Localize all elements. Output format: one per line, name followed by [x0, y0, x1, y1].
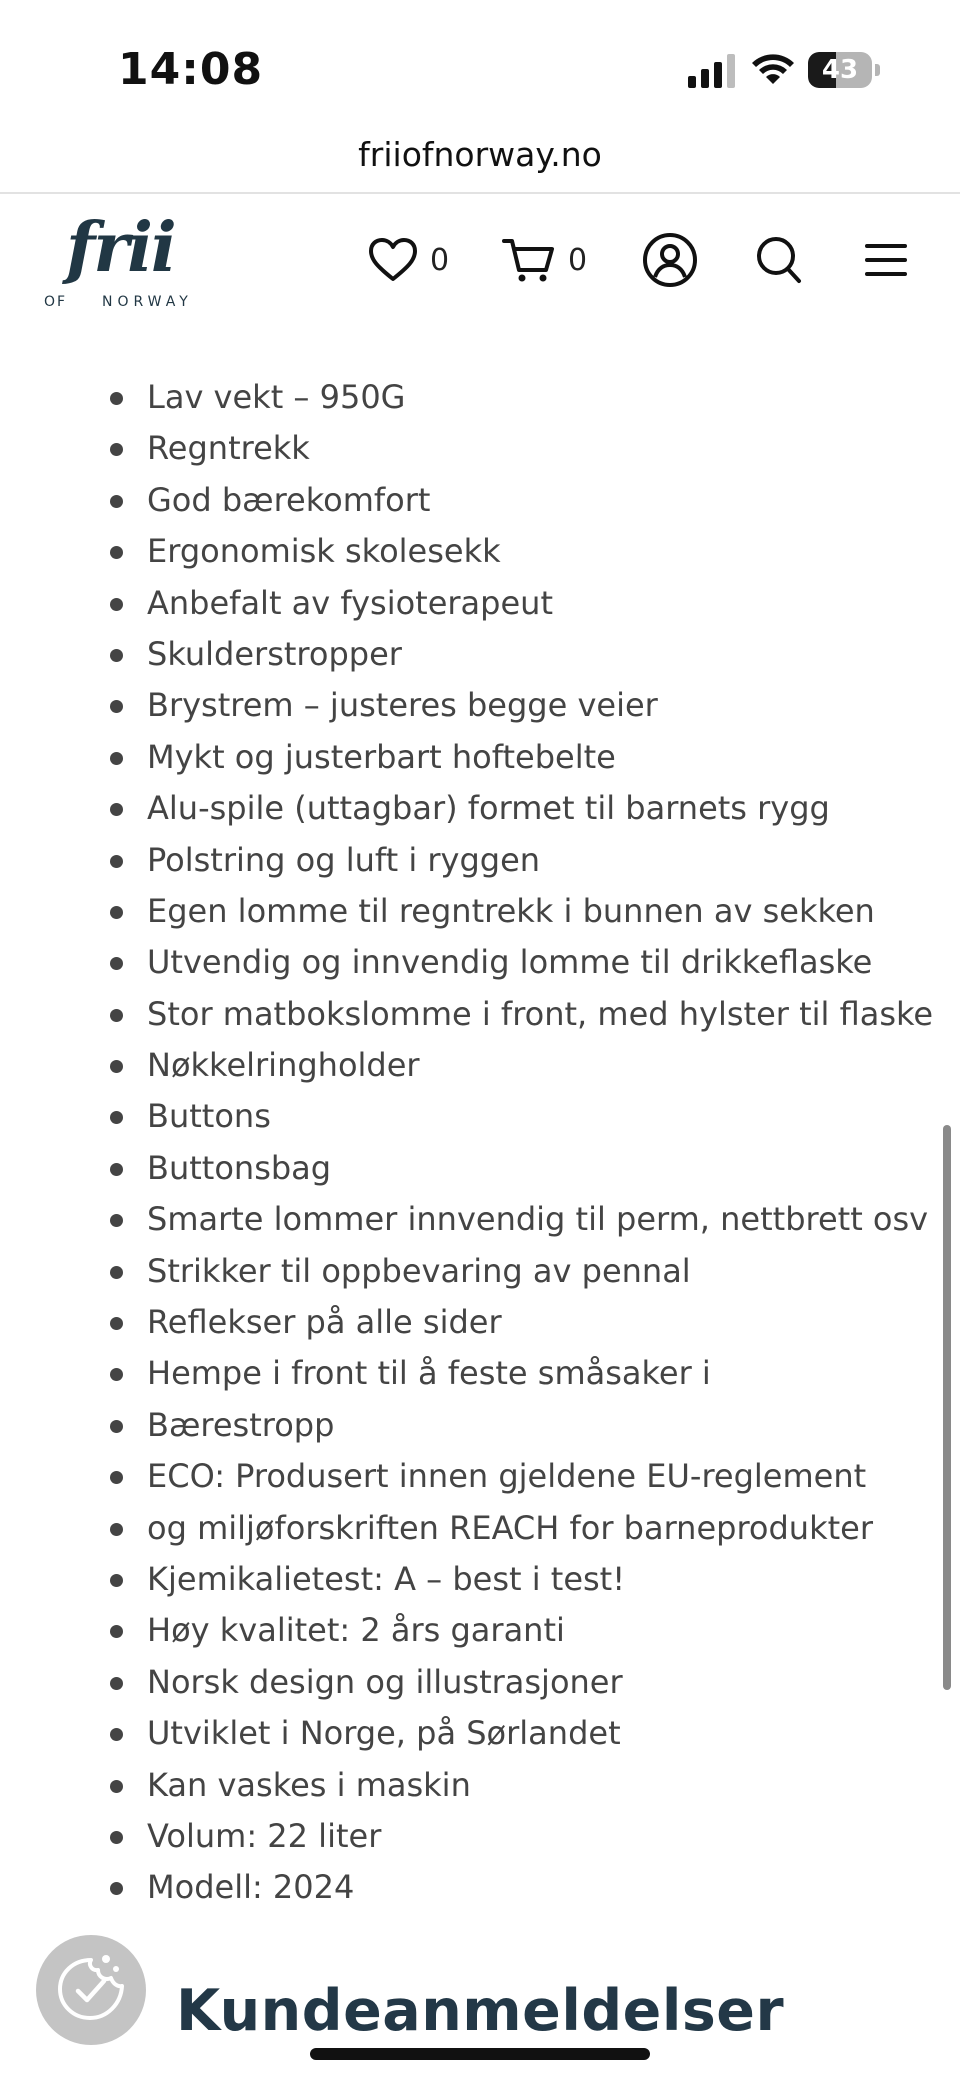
feature-list-item: Anbefalt av fysioterapeut [0, 578, 960, 629]
battery-indicator [808, 52, 880, 88]
home-indicator[interactable] [310, 2048, 650, 2060]
feature-list-item: Reflekser på alle sider [0, 1297, 960, 1348]
logo-norway-text: NORWAY [102, 294, 193, 310]
feature-list [0, 372, 960, 1914]
cart-count: 0 [568, 242, 588, 278]
feature-list-item: Modell: 2024 [0, 1862, 960, 1913]
feature-list-item: Stor matbokslomme i front, med hylster til flaske [0, 989, 960, 1040]
feature-list-item: Utvendig og innvendig lomme til drikkeflaske [0, 937, 960, 988]
feature-list-item: Kjemikalietest: A – best i test! [0, 1554, 960, 1605]
feature-list-item: God bærekomfort [0, 475, 960, 526]
heart-icon [368, 237, 418, 283]
wifi-icon [750, 50, 796, 88]
feature-list-item: Mykt og justerbart hoftebelte [0, 732, 960, 783]
feature-list-item: ECO: Produsert innen gjeldene EU-reglement [0, 1451, 960, 1502]
feature-list-item: Strikker til oppbevaring av pennal [0, 1246, 960, 1297]
feature-list-item: Buttons [0, 1091, 960, 1142]
reviews-heading: Kundeanmeldelser [175, 1978, 785, 2044]
feature-list-item: Buttonsbag [0, 1143, 960, 1194]
feature-list-item: Kan vaskes i maskin [0, 1760, 960, 1811]
site-logo[interactable] [44, 208, 204, 310]
account-button[interactable] [642, 232, 698, 288]
status-time: 14:08 [118, 44, 264, 95]
feature-list-item: Smarte lommer innvendig til perm, nettbrett osv [0, 1194, 960, 1245]
site-header [0, 194, 960, 324]
feature-list-item: Nøkkelringholder [0, 1040, 960, 1091]
menu-icon [864, 240, 908, 280]
feature-list-item: Alu-spile (uttagbar) formet til barnets rygg [0, 783, 960, 834]
feature-list-item: Regntrekk [0, 423, 960, 474]
status-bar [0, 0, 960, 174]
scrollbar[interactable] [943, 1125, 951, 1690]
logo-wordmark: frii [66, 208, 175, 288]
battery-tip [875, 64, 880, 76]
logo-of-text: OF [44, 294, 68, 310]
feature-list-item: Norsk design og illustrasjoner [0, 1657, 960, 1708]
feature-list-item: Hempe i front til å feste småsaker i [0, 1348, 960, 1399]
feature-list-item: Høy kvalitet: 2 års garanti [0, 1605, 960, 1656]
feature-list-item: og miljøforskriften REACH for barneprodukter [0, 1503, 960, 1554]
wishlist-count: 0 [430, 242, 450, 278]
feature-list-item: Egen lomme til regntrekk i bunnen av sekken [0, 886, 960, 937]
battery-icon [808, 52, 872, 88]
search-button[interactable] [754, 232, 804, 288]
wishlist-button[interactable] [368, 232, 449, 288]
feature-list-item: Ergonomisk skolesekk [0, 526, 960, 577]
cart-button[interactable] [502, 232, 587, 288]
feature-list-item: Skulderstropper [0, 629, 960, 680]
feature-list-item: Lav vekt – 950G [0, 372, 960, 423]
feature-list-item: Polstring og luft i ryggen [0, 835, 960, 886]
feature-list-item: Utviklet i Norge, på Sørlandet [0, 1708, 960, 1759]
cart-icon [502, 236, 556, 284]
cellular-signal-icon [688, 54, 738, 88]
feature-list-item: Brystrem – justeres begge veier [0, 680, 960, 731]
browser-url[interactable]: friiofnorway.no [358, 135, 602, 174]
search-icon [754, 234, 804, 286]
battery-level: 43 [821, 55, 859, 85]
feature-list-item: Volum: 22 liter [0, 1811, 960, 1862]
account-icon [642, 232, 698, 288]
menu-button[interactable] [864, 232, 908, 288]
feature-list-item: Bærestropp [0, 1400, 960, 1451]
